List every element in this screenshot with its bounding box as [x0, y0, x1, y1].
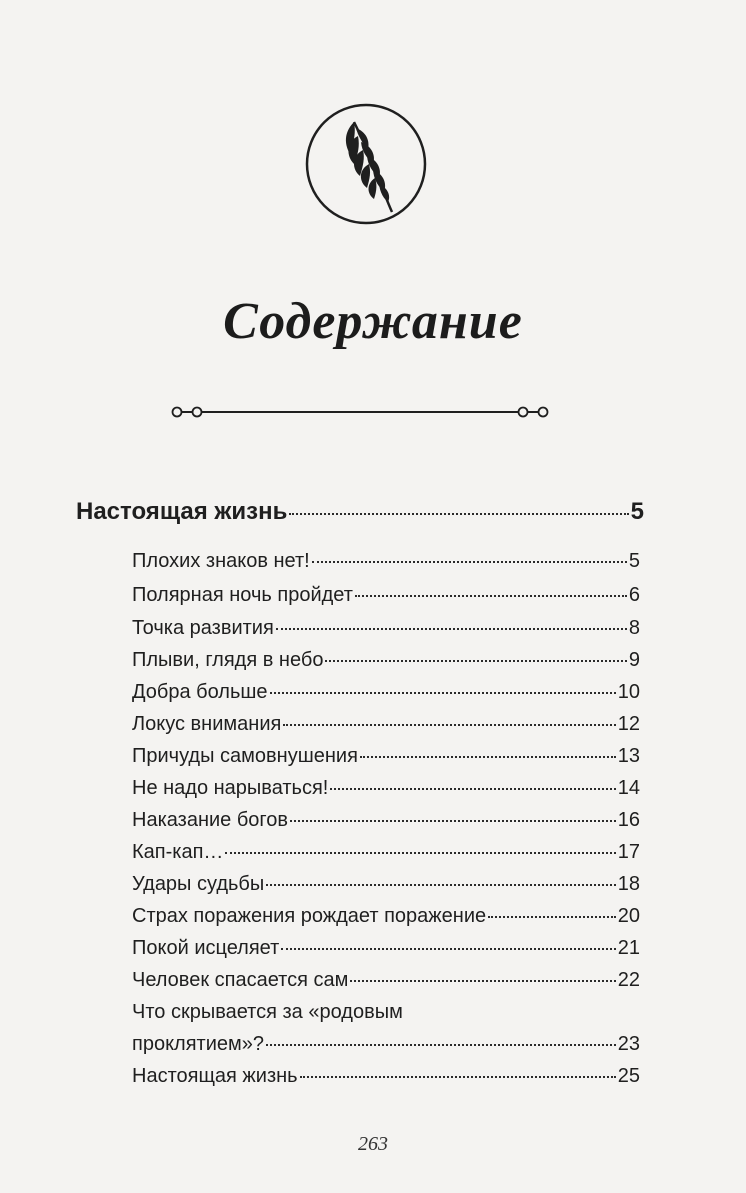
toc-entry-title: Не надо нарываться! — [132, 777, 329, 799]
toc-entry[interactable] — [132, 841, 640, 864]
dot-leader — [266, 884, 616, 886]
page-number: 263 — [358, 1133, 388, 1155]
toc-section-page: 5 — [630, 498, 644, 525]
toc-entry-page: 17 — [617, 841, 640, 863]
toc-entry[interactable] — [132, 713, 640, 736]
dot-leader — [276, 628, 627, 630]
toc-entry-title-line2: проклятием»? — [132, 1033, 265, 1055]
dot-leader — [325, 660, 626, 662]
toc-entry-title: Кап-кап… — [132, 841, 224, 863]
dot-leader — [281, 948, 615, 950]
dot-leader — [360, 756, 616, 758]
ornament-divider — [170, 402, 550, 422]
toc-entry-page: 20 — [617, 905, 640, 927]
page-title: Содержание — [223, 293, 523, 350]
toc-entry-title-line1[interactable]: Что скрывается за «родовым — [132, 1001, 403, 1023]
toc-entry[interactable] — [132, 1033, 640, 1056]
dot-leader — [312, 561, 627, 563]
toc-entry-title: Добра больше — [132, 681, 268, 703]
toc-entry-page: 23 — [617, 1033, 640, 1055]
toc-entry[interactable] — [132, 681, 640, 704]
dot-leader — [270, 692, 616, 694]
toc-entry[interactable] — [132, 584, 640, 607]
feather-leaf-icon — [304, 102, 428, 226]
toc-entry[interactable] — [132, 1065, 640, 1088]
toc-entry-page: 12 — [617, 713, 640, 735]
toc-entry-page: 13 — [617, 745, 640, 767]
dot-leader — [355, 595, 627, 597]
toc-entry-title: Наказание богов — [132, 809, 289, 831]
toc-section[interactable] — [76, 498, 644, 526]
toc-entry-title: Страх поражения рождает поражение — [132, 905, 487, 927]
toc-entry-title: Плыви, глядя в небо — [132, 649, 324, 671]
toc-entry-page: 14 — [617, 777, 640, 799]
dot-leader — [266, 1044, 616, 1046]
toc-entry[interactable] — [132, 745, 640, 768]
toc-entry[interactable] — [132, 905, 640, 928]
dot-leader — [350, 980, 615, 982]
toc-entry-title: Покой исцеляет — [132, 937, 280, 959]
toc-entry[interactable] — [132, 809, 640, 832]
toc-entry[interactable] — [132, 937, 640, 960]
toc-entry[interactable] — [132, 969, 640, 992]
toc-entry-page: 18 — [617, 873, 640, 895]
toc-entry-title: Полярная ночь пройдет — [132, 584, 353, 606]
toc-entry-title: Настоящая жизнь — [132, 1065, 298, 1087]
toc-entry-page: 22 — [617, 969, 640, 991]
toc-entry-page: 9 — [628, 649, 640, 671]
toc-entry-page: 8 — [628, 617, 640, 639]
toc-entry[interactable] — [132, 649, 640, 672]
toc-entry-page: 16 — [617, 809, 640, 831]
dot-leader — [225, 852, 615, 854]
toc-entry-page: 10 — [617, 681, 640, 703]
toc-entry[interactable] — [132, 777, 640, 800]
dot-leader — [330, 788, 615, 790]
toc-entry-title: Точка развития — [132, 617, 274, 639]
dot-leader — [300, 1076, 616, 1078]
dot-leader — [289, 513, 628, 515]
toc-section-title: Настоящая жизнь — [76, 498, 288, 525]
toc-entry-title: Локус внимания — [132, 713, 282, 735]
dot-leader — [488, 916, 616, 918]
dot-leader — [283, 724, 615, 726]
toc-entry-title: Человек спасается сам — [132, 969, 349, 991]
toc-entry-page: 21 — [617, 937, 640, 959]
toc-entry-page: 6 — [628, 584, 640, 606]
toc-entry-title: Причуды самовнушения — [132, 745, 358, 767]
toc-entry-page: 5 — [628, 550, 640, 572]
toc-entry[interactable] — [132, 873, 640, 896]
toc-entry[interactable] — [132, 617, 640, 640]
toc-entry-title: Удары судьбы — [132, 873, 265, 895]
toc-entry-title: Плохих знаков нет! — [132, 550, 310, 572]
dot-leader — [290, 820, 616, 822]
toc-entry-page: 25 — [617, 1065, 640, 1087]
toc-entry[interactable] — [132, 550, 640, 573]
